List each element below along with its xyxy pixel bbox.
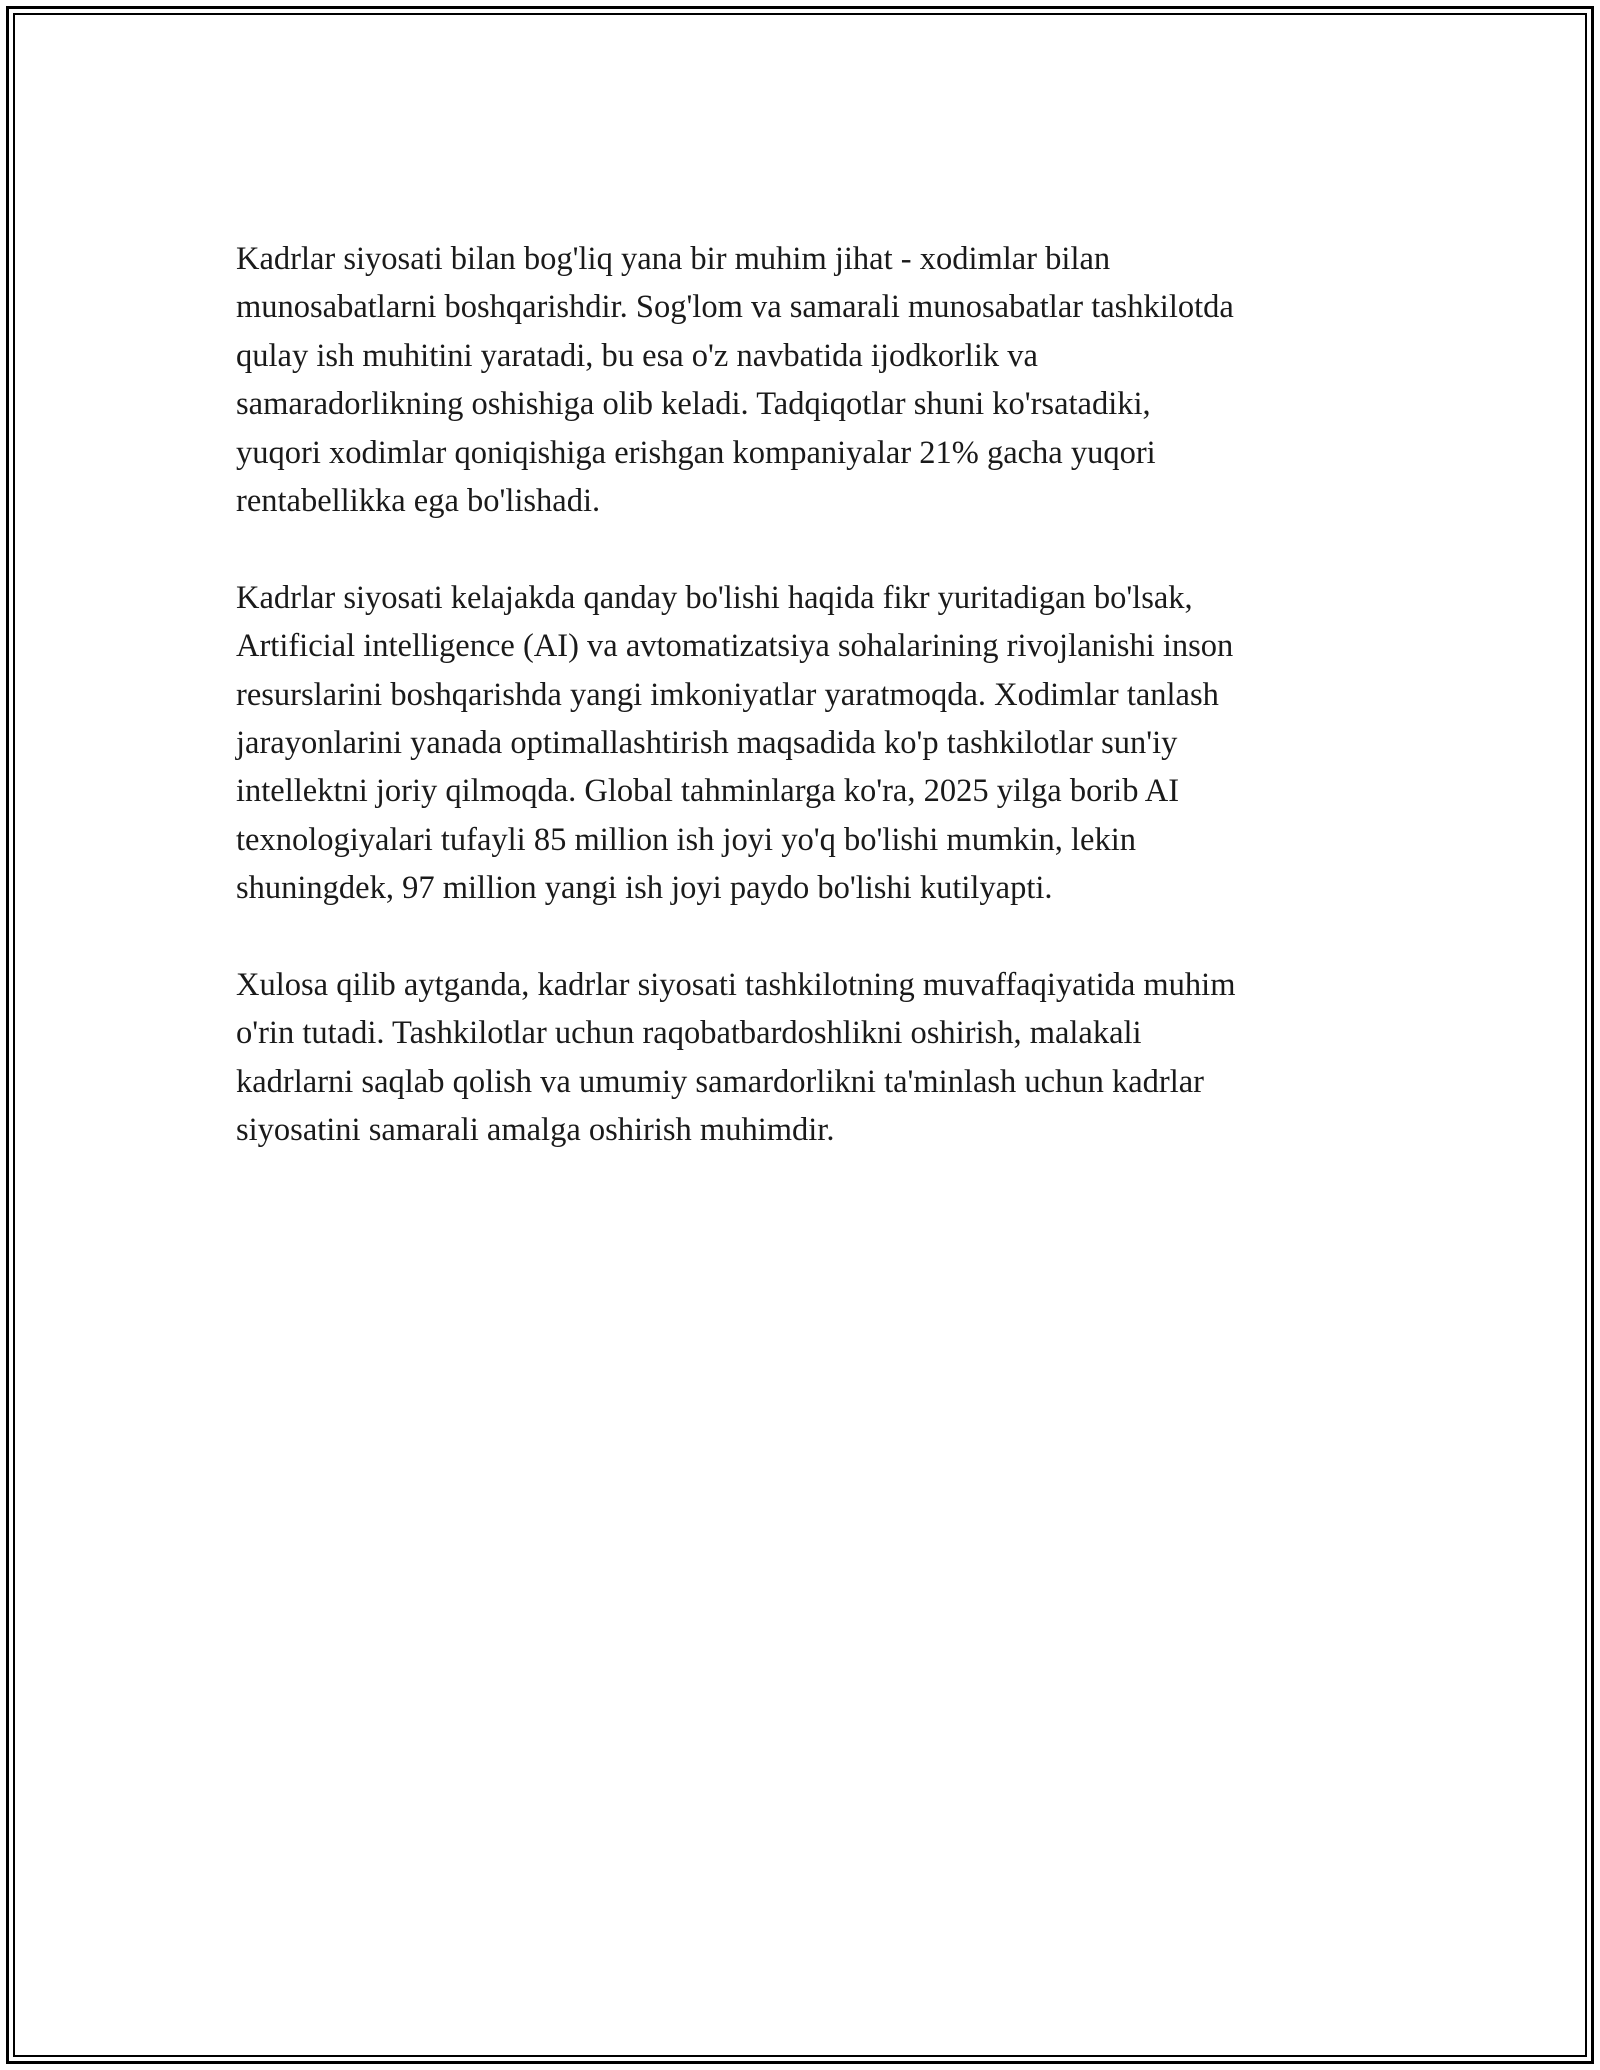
paragraph-employee-relations: Kadrlar siyosati bilan bog'liq yana bir muhim jihat - xodimlar bilan munosabatlarni boshqarishdir. Sog'lom va samarali munosabatlar tashkilotda qulay ish muhitini yaratadi, bu esa o'z navbatida ijodkorlik va samaradorlikning oshishiga olib keladi. Tadqiqotlar shuni ko'rsatadiki, yuqori xodimlar qoniqishiga erishgan kompaniyalar 21% gacha yuqori rentabellikka ega bo'lishadi. — [236, 241, 1234, 520]
document-body — [236, 235, 1386, 1203]
paragraph-conclusion: Xulosa qilib aytganda, kadrlar siyosati tashkilotning muvaffaqiyatida muhim o'rin tutadi. Tashkilotlar uchun raqobatbardoshlikni oshirish, malakali kadrlarni saqlab qolish va umumiy samardorlikni ta'minlash uchun kadrlar siyosatini samarali amalga oshirish muhimdir. — [236, 967, 1236, 1149]
paragraph-future-ai: Kadrlar siyosati kelajakda qanday bo'lishi haqida fikr yuritadigan bo'lsak, Artificial intelligence (AI) va avtomatizatsiya sohalarining rivojlanishi inson resurslarini boshqarishda yangi imkoniyatlar yaratmoqda. Xodimlar tanlash jarayonlarini yanada optimallashtirish maqsadida ko'p tashkilotlar sun'iy intellektni joriy qilmoqda. Global tahminlarga ko'ra, 2025 yilga borib AI texnologiyalari tufayli 85 million ish joyi yo'q bo'lishi mumkin, lekin shuningdek, 97 million yangi ish joyi paydo bo'lishi kutilyapti. — [236, 579, 1234, 907]
